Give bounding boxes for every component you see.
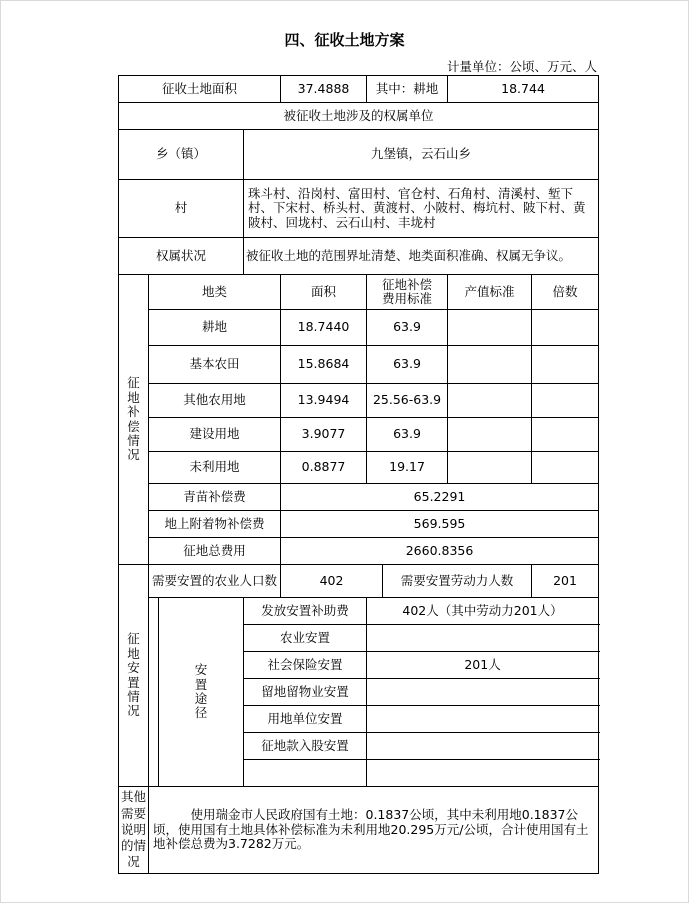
land-area: 3.9077 (281, 418, 367, 452)
area-value: 37.4888 (281, 76, 367, 103)
crop-fee-label: 青苗补偿费 (149, 484, 281, 511)
land-area: 0.8877 (281, 452, 367, 484)
land-output (448, 310, 532, 346)
col-header-standard (367, 275, 448, 310)
area-label: 征收土地面积 (119, 76, 281, 103)
approach-item-value (367, 760, 599, 787)
land-standard: 63.9 (367, 310, 448, 346)
table-row (119, 452, 599, 484)
approach-label (159, 598, 244, 787)
approach-item-value (367, 625, 599, 652)
table-row (119, 418, 599, 452)
land-acquisition-table (118, 75, 599, 874)
land-type: 未利用地 (149, 452, 281, 484)
attachment-fee-value: 569.595 (281, 511, 599, 538)
land-type: 其他农用地 (149, 384, 281, 418)
farmland-label: 其中：耕地 (367, 76, 448, 103)
farmland-value: 18.744 (448, 76, 599, 103)
total-fee-value: 2660.8356 (281, 538, 599, 565)
population-value: 402 (281, 565, 383, 598)
land-output (448, 418, 532, 452)
ownership-status-value: 被征收土地的范围界址清楚、地类面积准确、权属无争议。 (244, 238, 599, 275)
village-value: 珠斗村、沿岗村、富田村、官仓村、石角村、清溪村、堑下村、下宋村、桥头村、黄渡村、小陂村、梅坑村、陂下村、黄陂村、回垅村、云石山村、丰垅村 (244, 180, 599, 238)
table-row (119, 598, 599, 625)
land-standard: 63.9 (367, 346, 448, 384)
land-multiple (532, 310, 599, 346)
approach-item-value: 201人 (367, 652, 599, 679)
resettlement-section-text: 征地安置情况 (127, 631, 140, 719)
approach-label-text: 安置途径 (194, 662, 208, 721)
approach-item-value (367, 733, 599, 760)
approach-item-value (367, 679, 599, 706)
township-label: 乡（镇） (119, 130, 244, 180)
ownership-status-label: 权属状况 (119, 238, 244, 275)
population-label: 需要安置的农业人口数 (149, 565, 281, 598)
table-row (119, 310, 599, 346)
labor-label: 需要安置劳动力人数 (383, 565, 532, 598)
land-type: 耕地 (149, 310, 281, 346)
col-header-area: 面积 (281, 275, 367, 310)
land-area: 15.8684 (281, 346, 367, 384)
attachment-fee-label: 地上附着物补偿费 (149, 511, 281, 538)
crop-fee-value: 65.2291 (281, 484, 599, 511)
ownership-header: 被征收土地涉及的权属单位 (119, 103, 599, 130)
table-row (119, 384, 599, 418)
land-multiple (532, 384, 599, 418)
col-header-output: 产值标准 (448, 275, 532, 310)
col-header-type: 地类 (149, 275, 281, 310)
total-fee-label: 征地总费用 (149, 538, 281, 565)
village-label: 村 (119, 180, 244, 238)
land-output (448, 384, 532, 418)
approach-item-label: 农业安置 (244, 625, 367, 652)
approach-item-label: 用地单位安置 (244, 706, 367, 733)
other-notes-label-text: 其他需要说明的情况 (120, 789, 146, 870)
land-multiple (532, 418, 599, 452)
col-header-multiple: 倍数 (532, 275, 599, 310)
land-multiple (532, 452, 599, 484)
land-area: 13.9494 (281, 384, 367, 418)
land-standard: 25.56-63.9 (367, 384, 448, 418)
other-notes-text: 使用瑞金市人民政府国有土地：0.1837公顷，其中未利用地0.1837公顷，使用国有土地具体补偿标准为未利用地20.295万元/公顷，合计使用国有土地补偿总费为3.7282万元。 (149, 787, 599, 874)
township-value: 九堡镇，云石山乡 (244, 130, 599, 180)
land-output (448, 346, 532, 384)
col-header-standard-text: 征地补偿费用标准 (382, 276, 433, 306)
approach-item-label: 社会保险安置 (244, 652, 367, 679)
other-notes-label (119, 787, 149, 874)
approach-spacer (149, 598, 159, 787)
resettlement-section-label (119, 565, 149, 787)
unit-note: 计量单位：公顷、万元、人 (446, 59, 597, 74)
land-multiple (532, 346, 599, 384)
land-standard: 19.17 (367, 452, 448, 484)
approach-item-label: 发放安置补助费 (244, 598, 367, 625)
land-standard: 63.9 (367, 418, 448, 452)
approach-item-label: 留地留物业安置 (244, 679, 367, 706)
compensation-section-text: 征地补偿情况 (127, 375, 140, 463)
compensation-section-label (119, 275, 149, 565)
approach-item-value (367, 706, 599, 733)
approach-item-value: 402人（其中劳动力201人） (367, 598, 599, 625)
table-row (119, 346, 599, 384)
approach-item-label: 征地款入股安置 (244, 733, 367, 760)
approach-item-label (244, 760, 367, 787)
land-output (448, 452, 532, 484)
land-type: 基本农田 (149, 346, 281, 384)
land-area: 18.7440 (281, 310, 367, 346)
land-type: 建设用地 (149, 418, 281, 452)
labor-value: 201 (532, 565, 599, 598)
summary-row (119, 76, 599, 103)
page-title: 四、征收土地方案 (284, 31, 405, 49)
